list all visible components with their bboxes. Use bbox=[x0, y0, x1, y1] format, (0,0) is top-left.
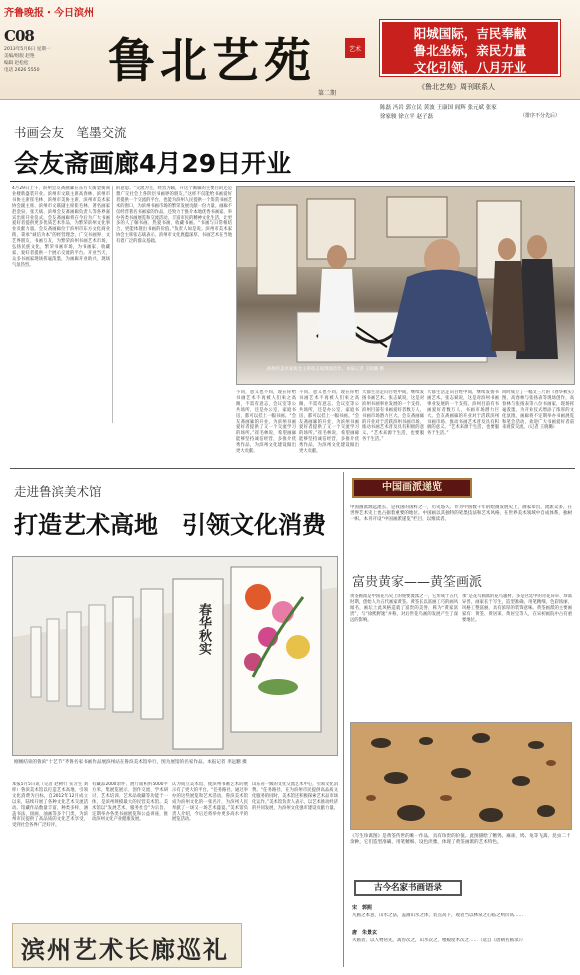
story1-col3b: 不同，意义也不同，现在你给书画艺术不再被人们束之高阁，不需有意志，会议室等公共场所，还是办公室、家庭书房，都可以挂上一幅书画。“会友斋画廊的开业，为滨州书画爱好者提供了又一个交流学习的场所。”崔毛林说，希望画廊能够坚持诚信经营，多推介优秀作品，为滨州文化建设做出更大贡献。 bbox=[299, 390, 359, 455]
masthead-seal: 艺术 bbox=[345, 38, 365, 58]
promo-line: 阳城国际，吉民奉献 bbox=[413, 26, 527, 41]
divider bbox=[10, 181, 575, 182]
story1-photo-caption: 滨州市美术家协会主席崔志斌现场创作。本报记者 王晓璐 摄 bbox=[267, 367, 384, 372]
meta-editor: 美编/组版 赵艳 bbox=[4, 54, 35, 59]
story1-col5: 同时成立了一幅文三尺的《春华秋实》图，高春林与张扬表等现场创作，高春林与张扬表等八位书画家，现场挥毫泼墨，为开业仪式增添了浓厚的文化氛围。画廊将不定期举办书画展览和笔会活动，欢迎广大书画爱好者前来观赏交流。（记者 王晓璐） bbox=[502, 390, 574, 431]
story1-col4: 大都生活走向百姓中间，继续发扬书画艺术。张志斌说，这是对滨州书画事业发展的一个支持。滨州目前有书画爱好者数万人，书画市场潜力巨大。会友斋画廊的开业对于活跃滨州书画市场、推动书画艺术普及具有积极的意义。“艺术来源于生活，也要服务于生活。” bbox=[362, 390, 424, 443]
issue-number: 第二期 bbox=[318, 90, 337, 97]
sidebar-column-title: 中国画派递览 bbox=[352, 478, 472, 498]
meta-phone: 电话 2626 5550 bbox=[4, 68, 40, 73]
sidebar-painting-caption: 《写生珍禽图》是黄筌传世的唯一作品，具有珍贵的价值。此图描绘了鹡鸰、麻雀、鸠、龟等飞禽、昆虫二十余种，它们造型准确、用笔精细、设色淡雅，体现了黄筌画派的艺术特色。 bbox=[350, 834, 571, 845]
staff-row2: 徐家骏 徐立平 赵子磊 bbox=[380, 114, 433, 120]
promo-line: 文化引领，八月开业 bbox=[413, 60, 527, 75]
bottom-banner-title: 滨州艺术长廊巡礼 bbox=[21, 935, 229, 964]
story1-kicker: 书画会友 笔墨交流 bbox=[14, 125, 127, 140]
col-rule bbox=[112, 186, 113, 423]
page-number: C08 bbox=[4, 27, 34, 45]
story2-col3: 认为成立美术馆，使滨州书画艺术的展示有了更大的平台。“任务路径，通过举办的这些展览和艺术活动，鲁滨美术馆成为滨州文化的一张名片，为滨州人民奉献了一场又一场艺术盛宴。”美术馆负责人介绍，今后还将举办更多高水平的展览活动。 bbox=[172, 782, 248, 823]
story2-col4: 山东省一级的文化交流艺术中心，引领文化消费。“任务路径，在为滨州市民提供高品质文化服务的同时，美术馆还积极探索艺术品市场化运作。”美术馆负责人表示，以艺术推动经济的共同发展，为滨州文化强市建设贡献力量。 bbox=[252, 782, 338, 811]
meta-date: 2013年5月6日 星期一 bbox=[4, 47, 51, 52]
quote2-text: 夫画者，以人物居先，禽兽次之，山水次之，楼殿屋木次之……（选自《唐朝名画录》） bbox=[352, 938, 526, 943]
quote1-author: 宋 郭熙 bbox=[352, 905, 373, 911]
sidebar-body2: 承”是花鸟画派的花鸟题材，多是宫廷中的奇花异草、珍禽异兽，画家长于写生，造型准确，用笔精细，色彩浓丽，风格工整富丽，具有浓厚的装饰意味。黄筌画派的主要画家有：黄筌、黄居寀、黄居宝等人，在宋初画院中占有重要地位。 bbox=[462, 594, 572, 623]
sidebar-section-title: 富贵黄家——黄筌画派 bbox=[352, 575, 483, 590]
masthead-title: 鲁北艺苑 bbox=[108, 34, 316, 89]
newspaper-brand: 齐鲁晚报・今日滨州 bbox=[4, 8, 94, 19]
calligraphy-work: 春华秋实 bbox=[196, 603, 211, 655]
story2-kicker: 走进鲁滨美术馆 bbox=[14, 484, 102, 499]
sidebar-painting bbox=[350, 722, 572, 830]
sidebar-body1: 黄筌画派是中国花鸟史上的重要流派之一，它形成于五代时期，创始人为五代画家黄筌。黄筌长以富丽工巧的画风闻名，画坛上此风格造就了富贵的美誉，称为“黄家富贵”，与“徐熙野逸”并称，对后世花鸟画的发展产生了深远的影响。 bbox=[350, 594, 458, 623]
promo-line: 鲁北坐标，亲民力量 bbox=[413, 43, 527, 58]
story1-col3: 不同，意义也不同，现在你给书画艺术不再被人们束之高阁，不需有意志，会议室等公共场所，还是办公室、家庭书房，都可以挂上一幅书画。“会友斋画廊的开业，为滨州书画爱好者提供了又一个交流学习的场所。”崔毛林说，希望画廊能够坚持诚信经营，多推介优秀作品，为滨州文化建设做出更大贡献。 bbox=[236, 390, 296, 455]
exhibition-hall-scene bbox=[13, 557, 338, 756]
promo-box bbox=[380, 20, 560, 76]
story1-photo bbox=[236, 186, 575, 385]
meta-editor2: 编辑 赵松松 bbox=[4, 61, 29, 66]
quote-box-title: 古今名家书画语录 bbox=[354, 880, 462, 896]
story2-photo-caption: 刚刚结束的鲁滨“十艺节”齐鲁名家书画作品展滨州站在鲁滨美术馆举行，图为展馆的名家作品。本报记者 李远鹏 摄 bbox=[14, 760, 247, 765]
col-rule bbox=[343, 472, 344, 967]
story1-col2: 的意思。“交流为主，经营为辅，开这个画廊的主要目的还是想广交社会上各阶层书画界的朋友。”这样不仅能给书画爱好者提供一个交流的平台，也能为滨州人民提供一个鉴赏书画艺术的窗口，为滨州书画市场的繁荣发展贡献一份力量。画廊不仅经营著名书画家的作品，还致力于推介本地优秀书画家，举办各类书画展览和交流活动，丰富市民的精神文化生活，让更多的人了解书画、热爱书画、收藏书画。“书画与日常相结合，更能体现出书画的价值。”负责人如是说。滨州市美术家协会主席张志斌表示，滨州市文化底蕴深厚，书画艺术在当地有着广泛的群众基础。 bbox=[116, 186, 232, 245]
story1-col4b: 大都生活走向百姓中间，继续发扬书画艺术。张志斌说，这是对滨州书画事业发展的一个支持。滨州目前有书画爱好者数万人，书画市场潜力巨大。会友斋画廊的开业对于活跃滨州书画市场、推动书画艺术普及具有积极的意义。“艺术来源于生活，也要服务于生活。” bbox=[427, 390, 499, 437]
quote1-text: 凡画之本意，山水之法，盖画山水之体，装点高下，观者当以林泉之心临之则价高…… bbox=[352, 913, 523, 918]
sidebar-intro: 中国画派源远流长，是我国的国粹之一，历史悠久。作为中国数千年的绘画发展史上，画家辈出，流派众多，在世界艺术史上也占据着重要的地位。中国画以其独特的笔墨技法和艺术风格，在世界美术领域中自成体系，独树一帜。本刊开设“中国画派递览”栏目，以飨读者。 bbox=[350, 505, 572, 522]
story1-headline: 会友斋画廊4月29日开业 bbox=[14, 149, 292, 178]
story2-headline: 打造艺术高地 引领文化消费 bbox=[14, 511, 326, 539]
story2-photo bbox=[12, 556, 338, 756]
birds-painting bbox=[351, 723, 572, 830]
staff-row1: 陈磊 冯岩 郭立民 黄波 王康国 阎辉 张元斌 张家 bbox=[380, 105, 497, 111]
gallery-painting-scene bbox=[237, 187, 575, 385]
staff-title: 《鲁北艺苑》周刊联系人 bbox=[418, 83, 495, 91]
story2-col2: 有藏品2000余件，展厅面积约5000平方米，集展览展示、创作交流、学术研讨、艺术培训、艺术品收藏等功能于一体，是滨州规模最大的民营美术馆。美术馆以“发展艺术、服务社会”为宗旨，定期举办各类书画展览和公益讲座，推动滨州文化产业健康发展。 bbox=[92, 782, 168, 823]
staff-note: （排序不分先后） bbox=[520, 113, 561, 119]
story2-col1: 本报5月5日讯（记者 赵树行 实习生 刘梓）鲁滨美术馆以打造艺术高地、引领文化消费为目标，自2012年12月成立以来，陆续开展了各种文化艺术交流活动。馆藏作品数量丰富、种类多样，涵盖书法、国画、油画等多个门类，为滨州市民提供了高品质的文化艺术享受，受到社会各界广泛好评。 bbox=[12, 782, 88, 829]
bottom-banner bbox=[12, 923, 242, 968]
quote2-author: 唐 朱景玄 bbox=[352, 930, 378, 936]
story1-col1: 4月29日上午，滨州会友斋画廊在东方天街金街商业楼新盛装开业。滨州市文联主席高春林、滨州市书协主席崔毛林、滨州市美协主席、滨州市美术家协会副主席、滨州市文联副主席崔毛林、著名画家赵金泉、张天斌、滨州会友斋画廊负责人等各界嘉宾出席开业仪式，会友斋画廊将在今后为广大书画爱好者提供更多优质艺术作品，为繁荣滨州文化事业贡献力量。会友斋画廊位于滨州市东方文化商业街，秉承“诚信为本”的经营理念，广交书画界、文艺界朋友，书画互友，为繁荣滨州书画艺术市场，弘扬民族文化，繁荣书画市场，为书画家、收藏家、爱好者提供一个展示交流的平台。开业当天，众多书画家现场挥毫泼墨，为画廊开业助兴，现场气氛热烈。 bbox=[12, 186, 110, 268]
divider bbox=[10, 468, 575, 469]
